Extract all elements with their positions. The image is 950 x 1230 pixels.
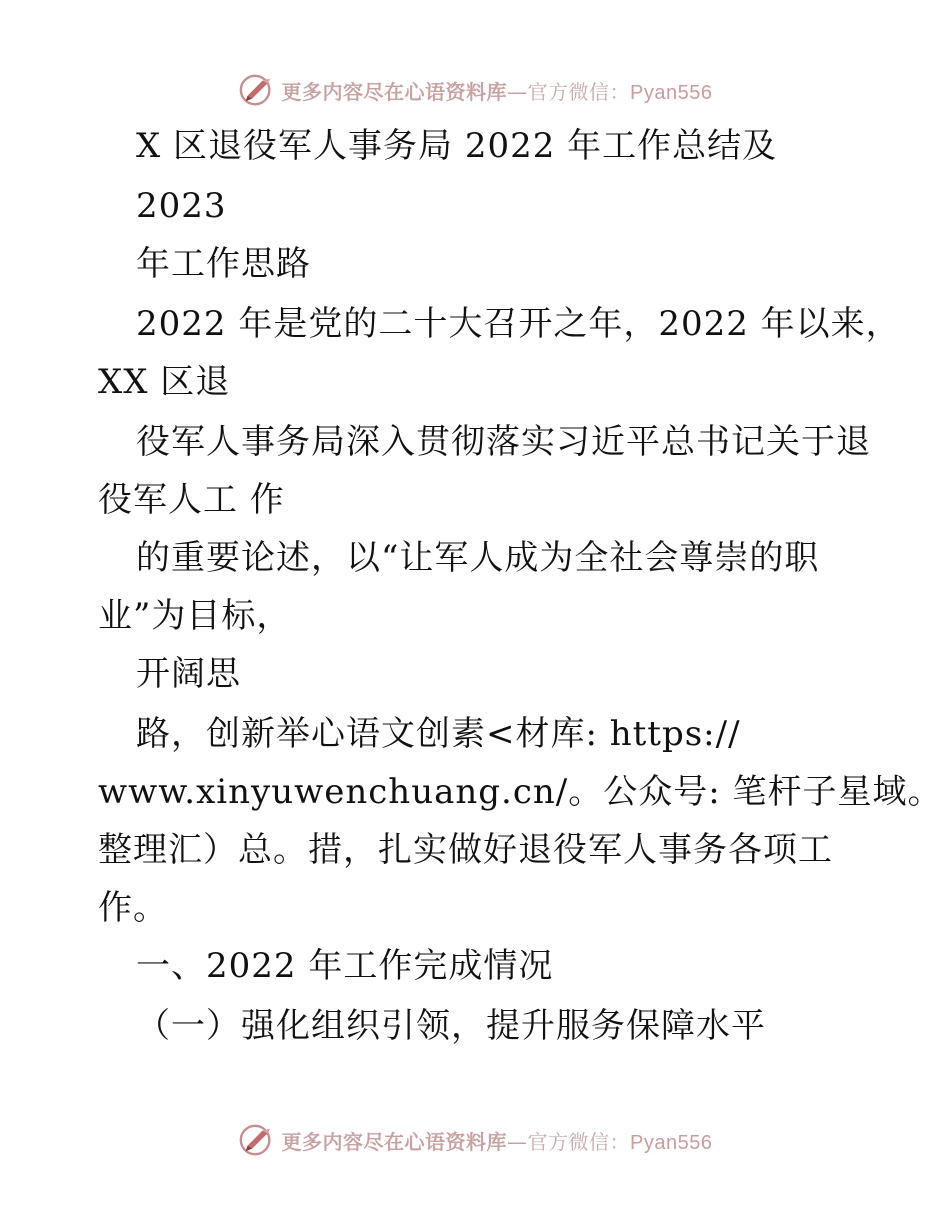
pen-logo-icon bbox=[238, 1121, 276, 1159]
watermark-wx-id: Pyan556 bbox=[630, 81, 713, 104]
paragraph-line: 作。 bbox=[98, 888, 168, 928]
pen-logo-icon bbox=[238, 71, 276, 109]
section-heading: 一、2022 年工作完成情况 bbox=[136, 946, 554, 986]
paragraph-line: 路，创新举心语文创素<材库: https:// bbox=[136, 714, 741, 754]
paragraph-line: 开阔思 bbox=[136, 654, 241, 694]
watermark-main: 更多内容尽在心语资料库 bbox=[281, 79, 508, 104]
paragraph-line: 整理汇）总。措，扎实做好退役军人事务各项工 bbox=[98, 830, 833, 870]
paragraph-line: 的重要论述，以“让军人成为全社会尊崇的职 bbox=[136, 538, 820, 578]
paragraph-line: 役军人事务局深入贯彻落实习近平总书记关于退 bbox=[136, 422, 871, 462]
title-line-3: 年工作思路 bbox=[136, 244, 311, 284]
paragraph-line: 2022 年是党的二十大召开之年，2022 年以来， bbox=[136, 304, 901, 344]
watermark-wx-id: Pyan556 bbox=[630, 1131, 713, 1154]
paragraph-line: www.xinyuwenchuang.cn/。公众号: 笔杆子星域。 bbox=[98, 772, 943, 812]
watermark-separator: — bbox=[507, 1129, 528, 1154]
watermark-main: 更多内容尽在心语资料库 bbox=[281, 1129, 508, 1154]
watermark-separator: — bbox=[507, 79, 528, 104]
watermark-text bbox=[282, 1126, 713, 1155]
watermark-wx-label: 官方微信： bbox=[527, 1129, 631, 1154]
paragraph-line: 役军人工 作 bbox=[98, 480, 285, 520]
watermark-wx-label: 官方微信： bbox=[527, 79, 631, 104]
paragraph-line: XX 区退 bbox=[98, 362, 231, 402]
subsection-heading: （一）强化组织引领，提升服务保障水平 bbox=[136, 1006, 766, 1046]
paragraph-line: 业”为目标， bbox=[98, 596, 292, 636]
watermark-text bbox=[282, 76, 713, 105]
watermark-footer bbox=[0, 1118, 950, 1162]
title-line-2: 2023 bbox=[136, 186, 227, 226]
watermark-header bbox=[0, 68, 950, 112]
title-line-1: X 区退役军人事务局 2022 年工作总结及 bbox=[136, 126, 778, 166]
